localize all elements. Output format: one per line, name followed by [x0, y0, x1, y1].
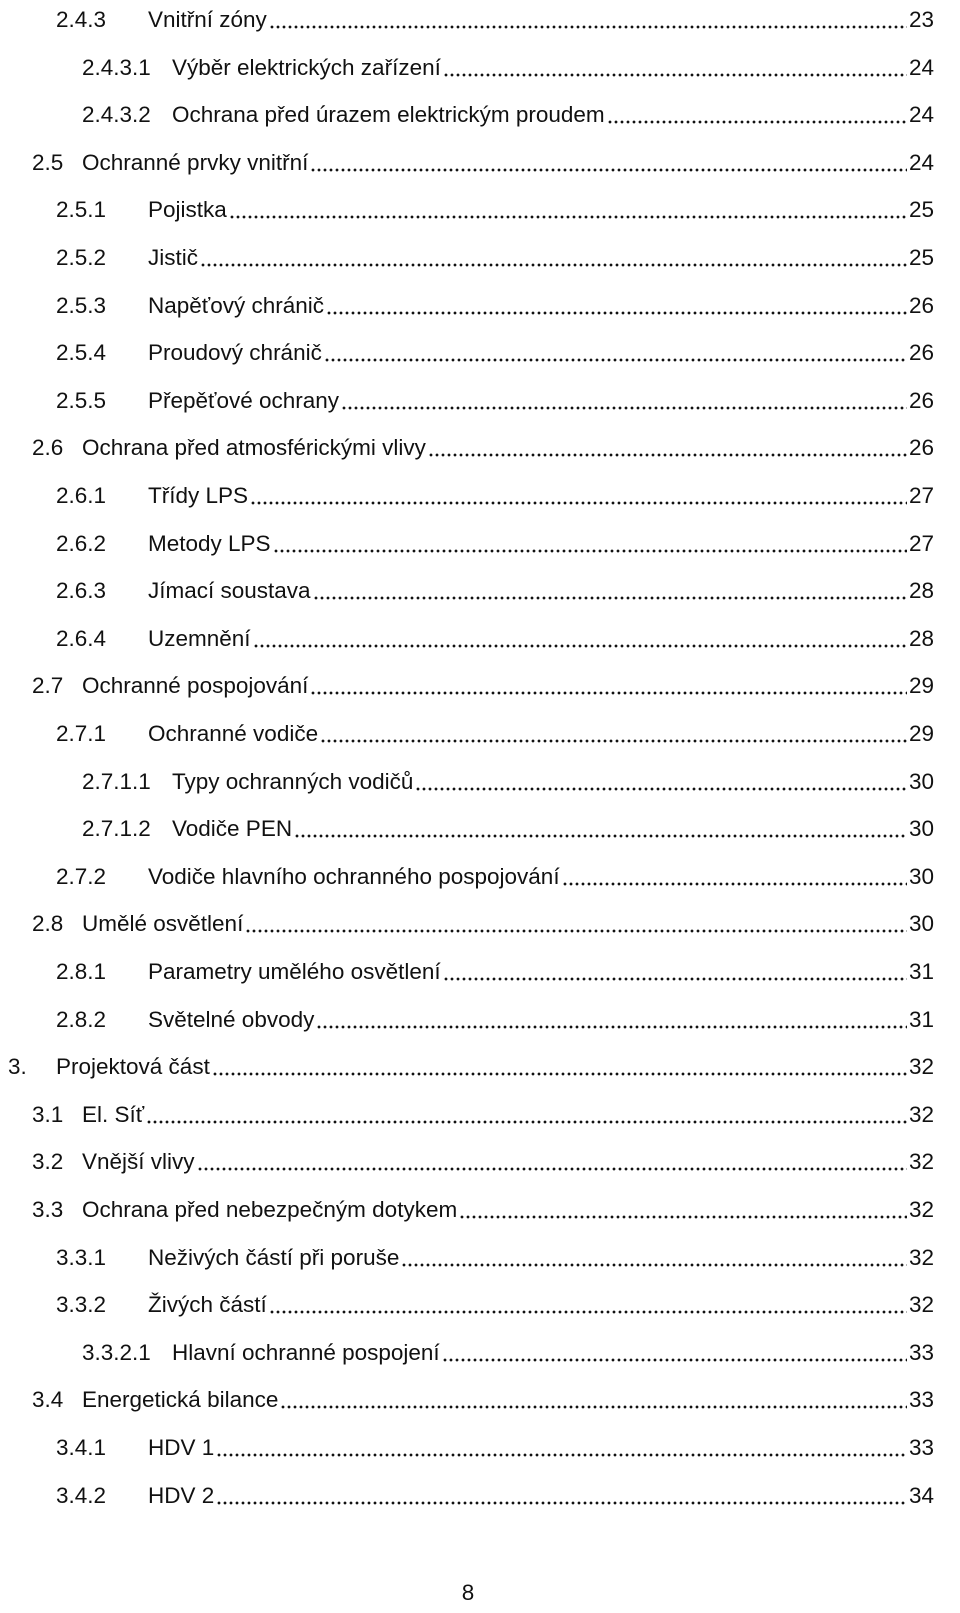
- toc-entry-number: 2.8.1: [56, 959, 107, 984]
- toc-dot-leader: [216, 1453, 907, 1457]
- toc-dot-leader: [313, 596, 907, 600]
- toc-entry-title: Napěťový chránič: [148, 292, 325, 318]
- toc-entry-page: 23: [908, 7, 934, 32]
- toc-entry-number: 2.4.3.2: [82, 102, 151, 128]
- toc-dot-leader: [250, 501, 907, 505]
- toc-entry-page: 26: [908, 292, 934, 318]
- toc-dot-leader: [200, 263, 907, 267]
- toc-entry-number: 3.3.1: [56, 1244, 107, 1270]
- toc-entry-page: 33: [908, 1387, 934, 1413]
- toc-entry-page: 30: [908, 911, 934, 937]
- toc-entry-number: 2.7.1.1: [82, 768, 151, 794]
- toc-dot-leader: [428, 453, 907, 457]
- toc-entry-title: Pojistka: [148, 197, 227, 223]
- toc-dot-leader: [269, 1310, 907, 1314]
- toc-entry-number: 2.6: [32, 435, 64, 461]
- toc-dot-leader: [253, 644, 907, 648]
- toc-entry[interactable]: [32, 904, 934, 944]
- toc-entry-number: 2.7.1.2: [82, 816, 151, 842]
- toc-entry[interactable]: [8, 1047, 934, 1087]
- toc-entry-number: 3.4.2: [56, 1482, 107, 1508]
- toc-entry-number: 3.4: [32, 1387, 64, 1413]
- toc-entry[interactable]: [56, 286, 934, 326]
- toc-entry-number: 2.7: [32, 673, 64, 699]
- toc-entry-title: Ochranné pospojování: [82, 673, 309, 699]
- toc-entry-number: 2.5.4: [56, 340, 107, 366]
- toc-entry-number: 3.3.2.1: [82, 1339, 151, 1365]
- toc-entry[interactable]: [82, 95, 934, 135]
- toc-entry-page: 25: [908, 197, 934, 223]
- toc-entry-title: Světelné obvody: [148, 1006, 315, 1032]
- toc-dot-leader: [443, 977, 907, 981]
- toc-entry-number: 3.1: [32, 1101, 64, 1127]
- toc-entry-number: 3.3: [32, 1197, 64, 1222]
- toc-entry-page: 33: [908, 1435, 934, 1460]
- toc-entry-page: 24: [908, 149, 934, 175]
- toc-entry[interactable]: [32, 666, 934, 706]
- toc-entry[interactable]: [56, 333, 934, 373]
- toc-dot-leader: [146, 1120, 907, 1124]
- toc-entry-number: 2.7.1: [56, 721, 107, 746]
- page-number: 8: [461, 1580, 475, 1605]
- toc-dot-leader: [294, 834, 907, 838]
- toc-entry-title: Živých částí: [148, 1292, 267, 1318]
- toc-dot-leader: [320, 739, 907, 743]
- toc-entry[interactable]: [32, 1142, 934, 1182]
- toc-entry-number: 2.6.1: [56, 483, 107, 508]
- toc-entry-title: Neživých částí při poruše: [148, 1244, 400, 1270]
- toc-entry-title: HDV 1: [148, 1435, 215, 1460]
- toc-entry-title: Energetická bilance: [82, 1387, 279, 1413]
- toc-entry-page: 32: [908, 1149, 934, 1175]
- toc-entry-title: Vodiče hlavního ochranného pospojování: [148, 863, 560, 889]
- toc-entry[interactable]: [56, 190, 934, 230]
- toc-dot-leader: [443, 73, 907, 77]
- toc-entry-number: 3.3.2: [56, 1292, 107, 1318]
- toc-entry[interactable]: [32, 143, 934, 183]
- toc-dot-leader: [607, 120, 907, 124]
- toc-entry-title: Uzemnění: [148, 625, 251, 651]
- toc-entry-title: Výběr elektrických zařízení: [172, 54, 441, 80]
- toc-entry-number: 3.: [8, 1054, 27, 1080]
- toc-entry-number: 2.8: [32, 911, 64, 937]
- toc-entry-page: 32: [908, 1197, 934, 1222]
- toc-entry-page: 27: [908, 483, 934, 508]
- toc-dot-leader: [341, 406, 907, 410]
- toc-entry[interactable]: [82, 48, 934, 88]
- toc-dot-leader: [562, 882, 907, 886]
- toc-dot-leader: [316, 1025, 907, 1029]
- toc-entry-page: 29: [908, 721, 934, 746]
- toc-entry-number: 2.6.2: [56, 530, 107, 556]
- toc-entry[interactable]: [56, 1238, 934, 1278]
- toc-dot-leader: [269, 25, 907, 29]
- toc-entry-number: 2.5.2: [56, 245, 107, 270]
- toc-entry-title: Ochranné prvky vnitřní: [82, 149, 309, 175]
- toc-entry-title: El. Síť: [82, 1101, 145, 1127]
- toc-entry[interactable]: [56, 0, 934, 40]
- toc-dot-leader: [216, 1501, 907, 1505]
- toc-dot-leader: [212, 1072, 907, 1076]
- toc-entry-number: 3.2: [32, 1149, 64, 1175]
- toc-dot-leader: [324, 358, 907, 362]
- toc-entry-title: Projektová část: [56, 1054, 210, 1080]
- toc-entry-title: Třídy LPS: [148, 483, 249, 508]
- toc-entry[interactable]: [56, 476, 934, 516]
- toc-entry-page: 30: [908, 863, 934, 889]
- toc-entry[interactable]: [32, 428, 934, 468]
- toc-entry-number: 2.5.1: [56, 197, 107, 223]
- toc-entry[interactable]: [32, 1095, 934, 1135]
- toc-dot-leader: [280, 1405, 907, 1409]
- toc-entry-page: 32: [908, 1292, 934, 1318]
- toc-entry-page: 26: [908, 340, 934, 366]
- toc-entry-title: Vnější vlivy: [82, 1149, 195, 1175]
- toc-entry[interactable]: [56, 714, 934, 754]
- toc-entry[interactable]: [56, 857, 934, 897]
- toc-dot-leader: [273, 549, 907, 553]
- toc-entry-title: Ochranné vodiče: [148, 721, 319, 746]
- toc-entry[interactable]: [56, 1285, 934, 1325]
- toc-entry-title: Typy ochranných vodičů: [172, 768, 414, 794]
- toc-dot-leader: [459, 1215, 907, 1219]
- toc-entry-title: Ochrana před atmosférickými vlivy: [82, 435, 426, 461]
- toc-entry-number: 2.5.3: [56, 292, 107, 318]
- toc-entry-page: 26: [908, 387, 934, 413]
- toc-entry[interactable]: [82, 809, 934, 849]
- toc-entry-title: Metody LPS: [148, 530, 271, 556]
- toc-entry-page: 33: [908, 1339, 934, 1365]
- toc-entry-title: Hlavní ochranné pospojení: [172, 1339, 440, 1365]
- toc-entry[interactable]: [56, 524, 934, 564]
- toc-entry-title: Proudový chránič: [148, 340, 322, 366]
- toc-entry[interactable]: [56, 238, 934, 278]
- toc-entry[interactable]: [32, 1190, 934, 1230]
- toc-dot-leader: [326, 311, 907, 315]
- toc-entry-page: 27: [908, 530, 934, 556]
- toc-entry-number: 2.7.2: [56, 863, 107, 889]
- toc-entry-page: 32: [908, 1244, 934, 1270]
- toc-entry-page: 26: [908, 435, 934, 461]
- toc-entry-number: 2.5.5: [56, 387, 107, 413]
- toc-entry-number: 2.6.4: [56, 625, 107, 651]
- toc-entry[interactable]: [56, 619, 934, 659]
- toc-entry[interactable]: [56, 571, 934, 611]
- toc-dot-leader: [442, 1358, 907, 1362]
- toc-entry-number: 2.6.3: [56, 578, 107, 604]
- toc-dot-leader: [197, 1167, 907, 1171]
- toc-dot-leader: [245, 929, 907, 933]
- toc-entry-page: 29: [908, 673, 934, 699]
- toc-entry-number: 2.5: [32, 149, 64, 175]
- toc-dot-leader: [401, 1263, 907, 1267]
- toc-entry-title: Umělé osvětlení: [82, 911, 244, 937]
- toc-entry-title: HDV 2: [148, 1482, 215, 1508]
- toc-entry-title: Ochrana před úrazem elektrickým proudem: [172, 102, 605, 128]
- toc-entry-page: 32: [908, 1054, 934, 1080]
- toc-entry-page: 25: [908, 245, 934, 270]
- toc-entry[interactable]: [56, 1476, 934, 1516]
- toc-entry-page: 28: [908, 625, 934, 651]
- toc-entry-number: 2.8.2: [56, 1006, 107, 1032]
- toc-entry-number: 2.4.3.1: [82, 54, 151, 80]
- toc-entry-number: 3.4.1: [56, 1435, 107, 1460]
- toc-entry-title: Vnitřní zóny: [148, 7, 267, 32]
- toc-entry-page: 34: [908, 1482, 934, 1508]
- toc-entry-page: 30: [908, 816, 934, 842]
- toc-entry-page: 24: [908, 54, 934, 80]
- toc-entry-page: 24: [908, 102, 934, 128]
- toc-entry-title: Ochrana před nebezpečným dotykem: [82, 1197, 458, 1222]
- toc-entry-page: 32: [908, 1101, 934, 1127]
- toc-entry-page: 31: [908, 1006, 934, 1032]
- toc-entry[interactable]: [56, 952, 934, 992]
- toc-entry-title: Vodiče PEN: [172, 816, 293, 842]
- toc-dot-leader: [310, 691, 907, 695]
- toc-entry[interactable]: [82, 762, 934, 802]
- toc-entry-title: Jistič: [148, 245, 198, 270]
- toc-entry[interactable]: [56, 381, 934, 421]
- toc-dot-leader: [229, 215, 907, 219]
- toc-entry-title: Přepěťové ochrany: [148, 387, 340, 413]
- toc-entry-page: 31: [908, 959, 934, 984]
- toc-entry-number: 2.4.3: [56, 7, 107, 32]
- toc-entry-page: 28: [908, 578, 934, 604]
- toc-entry-title: Jímací soustava: [148, 578, 311, 604]
- toc-entry[interactable]: [56, 1428, 934, 1468]
- toc-entry-title: Parametry umělého osvětlení: [148, 959, 441, 984]
- toc-entry-page: 30: [908, 768, 934, 794]
- toc-entry[interactable]: [32, 1380, 934, 1420]
- toc-dot-leader: [310, 168, 907, 172]
- toc-entry[interactable]: [82, 1333, 934, 1373]
- toc-entry[interactable]: [56, 1000, 934, 1040]
- toc-dot-leader: [415, 787, 907, 791]
